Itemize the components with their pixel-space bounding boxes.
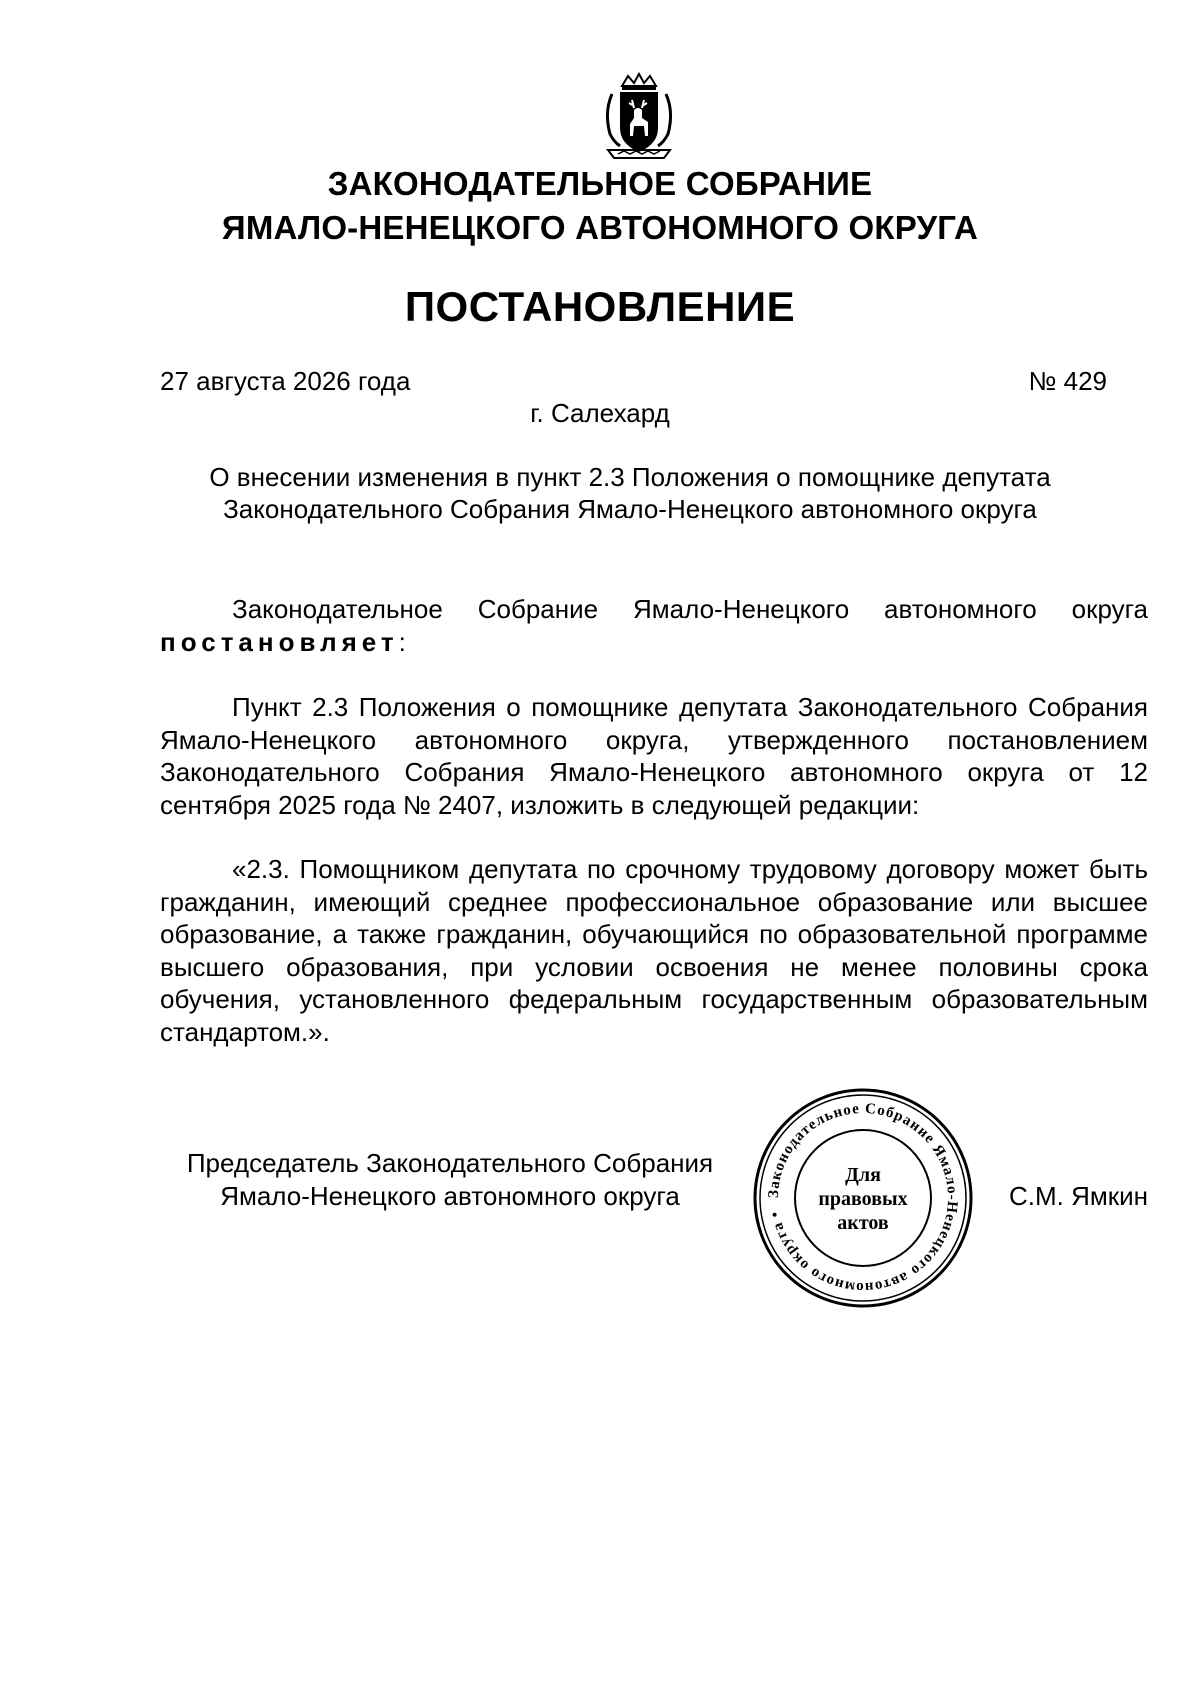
coat-of-arms-emblem bbox=[598, 72, 680, 162]
document-subject bbox=[150, 461, 1110, 525]
signatory-name: С.М. Ямкин bbox=[1008, 1181, 1148, 1211]
subject-line-1: О внесении изменения в пункт 2.3 Положения о помощнике депутата bbox=[209, 462, 1051, 492]
organization-name-line-1: ЗАКОНОДАТЕЛЬНОЕ СОБРАНИЕ bbox=[327, 165, 873, 202]
seal-ring-text: Законодательное Собрание Ямало-Ненецкого автономного округа • bbox=[765, 1100, 961, 1296]
amendment-quote: «2.3. Помощником депутата по срочному трудовому договору может быть гражданин, имеющий среднее профессиональное образование или высшее образование, а также гражданин, обучающийся по образовательной программе высшего образования, при условии освоения не менее половины срока обучения, установленного федеральным государственным образовательным стандартом.». bbox=[160, 854, 1148, 1047]
resolution-paragraph: Пункт 2.3 Положения о помощнике депутата Законодательного Собрания Ямало-Ненецкого автономного округа, утвержденного постановлением Законодательного Собрания Ямало-Ненецкого автономного округа от 12 сентября 2025 года № 2407, изложить в следующей редакции: bbox=[160, 692, 1148, 820]
document-type-title: ПОСТАНОВЛЕНИЕ bbox=[404, 283, 796, 330]
seal-center-line-1: Для bbox=[845, 1164, 881, 1186]
resolution-intro bbox=[160, 593, 1148, 658]
intro-tail: : bbox=[398, 626, 406, 657]
resolution-keyword: постановляет bbox=[160, 626, 399, 657]
official-seal bbox=[748, 1083, 978, 1313]
seal-center-line-2: правовых bbox=[818, 1188, 908, 1210]
organization-name-line-2: ЯМАЛО-НЕНЕЦКОГО АВТОНОМНОГО ОКРУГА bbox=[221, 209, 979, 246]
seal-center-line-3: актов bbox=[837, 1212, 889, 1234]
document-city: г. Салехард bbox=[530, 398, 670, 428]
intro-text: Законодательное Собрание Ямало-Ненецкого автономного округа bbox=[232, 594, 1148, 624]
signatory-position-line-1: Председатель Законодательного Собрания bbox=[186, 1148, 714, 1178]
document-date: 27 августа 2026 года bbox=[160, 366, 411, 396]
signatory-position-line-2: Ямало-Ненецкого автономного округа bbox=[220, 1181, 680, 1211]
subject-line-2: Законодательного Собрания Ямало-Ненецкого автономного округа bbox=[223, 494, 1037, 524]
signatory-position bbox=[150, 1147, 750, 1213]
document-number: № 429 bbox=[1028, 366, 1107, 396]
